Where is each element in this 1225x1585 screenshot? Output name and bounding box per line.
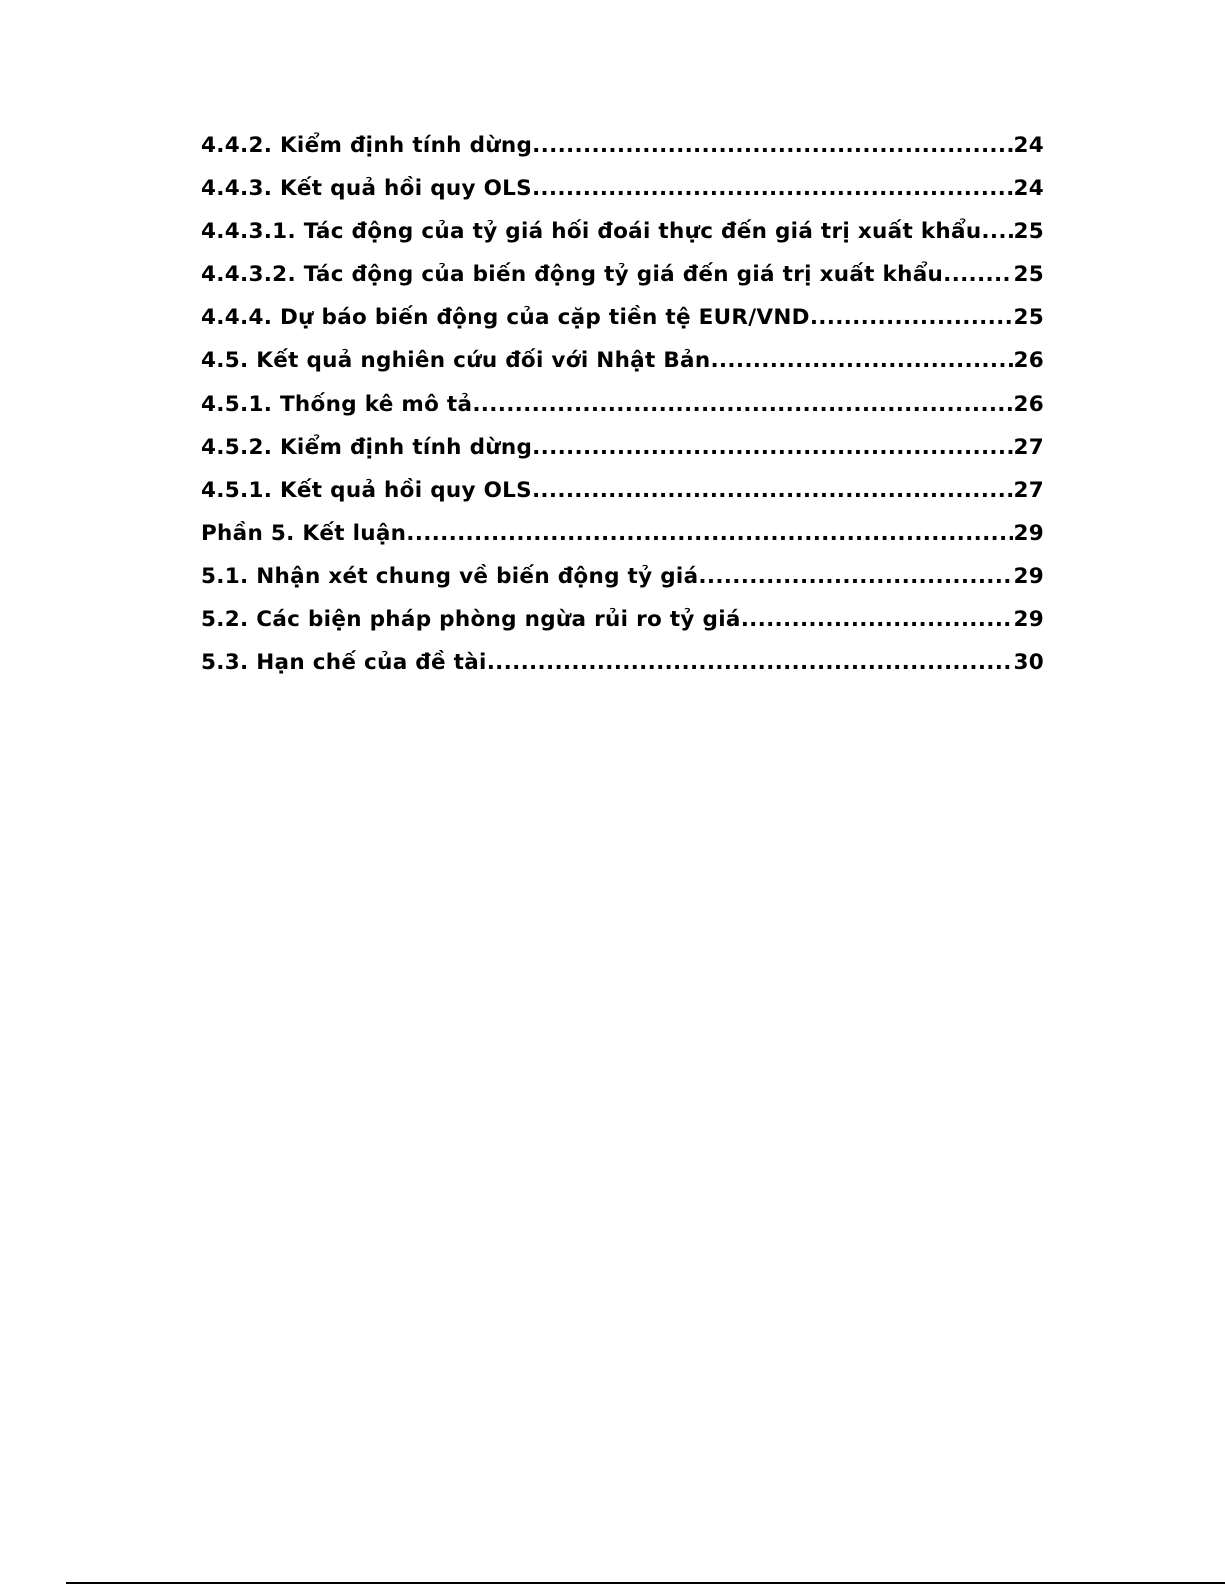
toc-dot-leader xyxy=(943,257,1013,293)
toc-entry-page: 30 xyxy=(1013,650,1044,676)
toc-entry-label: 5.3. Hạn chế của đề tài xyxy=(201,650,487,676)
toc-entry-page: 24 xyxy=(1013,176,1044,202)
toc-dot-leader xyxy=(532,473,1014,509)
toc-entry-page: 25 xyxy=(1013,305,1044,331)
toc-entry-page: 26 xyxy=(1013,391,1044,417)
toc-entry-label: 4.5.1. Kết quả hồi quy OLS xyxy=(201,477,532,503)
toc-entry-page: 26 xyxy=(1013,348,1044,374)
toc-entry-label: 4.4.4. Dự báo biến động của cặp tiền tệ EUR/VND xyxy=(201,305,810,331)
toc-dot-leader xyxy=(472,387,1013,423)
toc-entry-4-4-3-1[interactable] xyxy=(201,214,1044,257)
toc-dot-leader xyxy=(532,430,1013,466)
toc-entry-label: 4.5. Kết quả nghiên cứu đối với Nhật Bản xyxy=(201,348,711,374)
toc-entry-page: 29 xyxy=(1013,563,1044,589)
toc-entry-label: 4.5.2. Kiểm định tính dừng xyxy=(201,434,533,460)
toc-entry-page: 27 xyxy=(1013,434,1044,460)
toc-entry-label: 4.4.3.1. Tác động của tỷ giá hối đoái thực đến giá trị xuất khẩu. xyxy=(201,219,990,245)
toc-entry-4-5[interactable] xyxy=(201,343,1044,386)
table-of-contents xyxy=(201,128,1044,688)
toc-entry-5-2[interactable] xyxy=(201,602,1044,645)
toc-entry-phan-5[interactable] xyxy=(201,516,1044,559)
toc-dot-leader xyxy=(532,171,1014,207)
toc-entry-page: 29 xyxy=(1013,520,1044,546)
toc-entry-label: 4.5.1. Thống kê mô tả xyxy=(201,391,473,417)
toc-entry-4-4-4[interactable] xyxy=(201,300,1044,343)
toc-entry-label: 4.4.2. Kiểm định tính dừng xyxy=(201,133,533,158)
toc-entry-page: 27 xyxy=(1013,477,1044,503)
toc-entry-page: 29 xyxy=(1013,607,1044,633)
toc-entry-label: 4.4.3. Kết quả hồi quy OLS xyxy=(201,176,532,202)
toc-entry-4-5-1[interactable] xyxy=(201,387,1044,430)
toc-entry-label: 4.4.3.2. Tác động của biến động tỷ giá đến giá trị xuất khẩu xyxy=(201,262,944,288)
toc-entry-page: 24 xyxy=(1013,133,1044,158)
toc-entry-page: 25 xyxy=(1013,219,1044,245)
toc-entry-4-5-2[interactable] xyxy=(201,430,1044,473)
toc-entry-label: 5.1. Nhận xét chung về biến động tỷ giá xyxy=(201,563,699,589)
toc-dot-leader xyxy=(406,516,1013,552)
page-bottom-border xyxy=(66,1582,1225,1584)
toc-entry-4-4-3-2[interactable] xyxy=(201,257,1044,300)
toc-entry-5-1[interactable] xyxy=(201,559,1044,602)
toc-entry-4-4-2[interactable] xyxy=(201,128,1044,171)
toc-dot-leader xyxy=(487,645,1014,681)
toc-dot-leader xyxy=(741,602,1014,638)
toc-entry-label: 5.2. Các biện pháp phòng ngừa rủi ro tỷ giá xyxy=(201,607,741,633)
toc-dot-leader xyxy=(990,214,1014,250)
toc-entry-label: Phần 5. Kết luận xyxy=(201,520,407,546)
toc-dot-leader xyxy=(532,128,1013,164)
toc-dot-leader xyxy=(698,559,1013,595)
toc-entry-4-5-1-ols[interactable] xyxy=(201,473,1044,516)
toc-entry-5-3[interactable] xyxy=(201,645,1044,688)
toc-dot-leader xyxy=(810,300,1014,336)
toc-dot-leader xyxy=(710,343,1013,379)
toc-entry-4-4-3[interactable] xyxy=(201,171,1044,214)
toc-entry-page: 25 xyxy=(1013,262,1044,288)
